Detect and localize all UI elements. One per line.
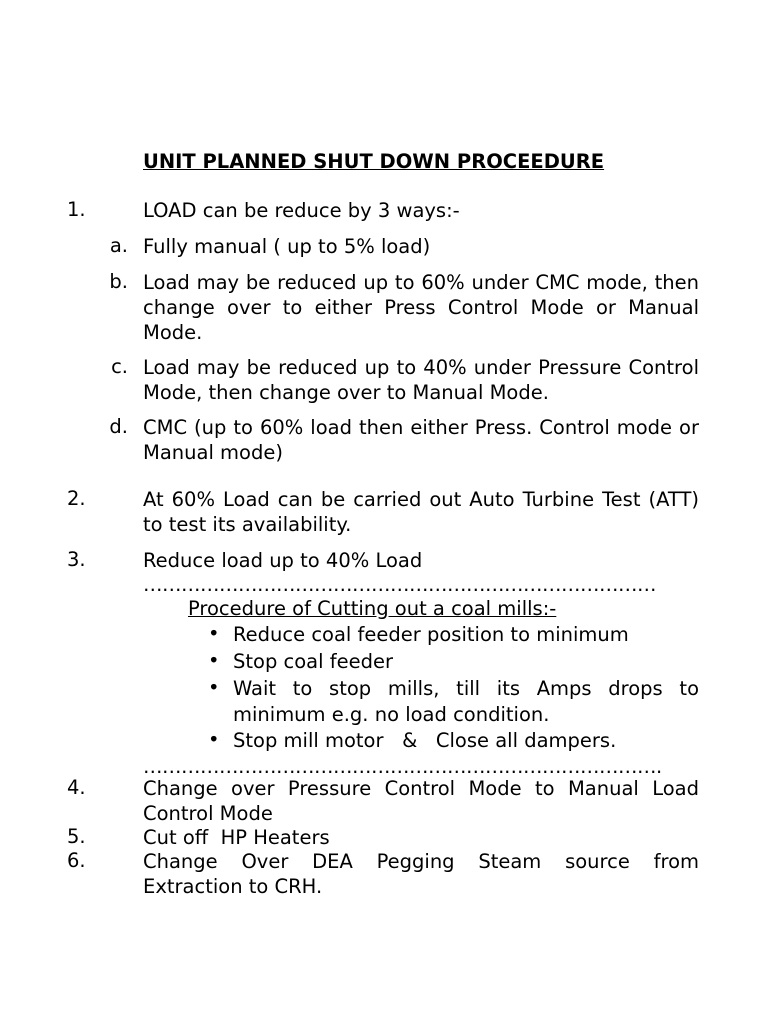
item-5-number: 5. bbox=[67, 825, 86, 848]
item-1-number: 1. bbox=[67, 198, 86, 221]
separator-top: ……………………………………………………………………… bbox=[143, 573, 656, 596]
item-1d-text: CMC (up to 60% load then either Press. Control mode or Manual mode) bbox=[143, 416, 699, 464]
item-2-text: At 60% Load can be carried out Auto Turbine Test (ATT) to test its availability. bbox=[143, 488, 699, 536]
procedure-title: Procedure of Cutting out a coal mills:- bbox=[188, 597, 557, 620]
page-title: UNIT PLANNED SHUT DOWN PROCEEDURE bbox=[143, 150, 605, 173]
item-3-text: Reduce load up to 40% Load bbox=[143, 549, 423, 572]
item-3-number: 3. bbox=[67, 548, 86, 571]
bullet-marker: • bbox=[208, 649, 220, 672]
item-1d-letter: d. bbox=[109, 415, 128, 438]
item-1a-text: Fully manual ( up to 5% load) bbox=[143, 235, 431, 258]
procedure-step-4: Stop mill motor & Close all dampers. bbox=[233, 729, 617, 752]
item-1b-letter: b. bbox=[109, 270, 128, 293]
item-1b-text: Load may be reduced up to 60% under CMC mode, then change over to either Press Control Mode or Manual Mode. bbox=[143, 271, 699, 344]
procedure-step-1: Reduce coal feeder position to minimum bbox=[233, 623, 629, 646]
item-2-number: 2. bbox=[67, 487, 86, 510]
procedure-step-3: Wait to stop mills, till its Amps drops to minimum e.g. no load condition. bbox=[233, 677, 699, 726]
item-4-number: 4. bbox=[67, 776, 86, 799]
item-1c-letter: c. bbox=[111, 355, 128, 378]
item-4-text: Change over Pressure Control Mode to Manual Load Control Mode bbox=[143, 777, 699, 825]
item-1-text: LOAD can be reduce by 3 ways:- bbox=[143, 199, 460, 222]
bullet-marker: • bbox=[208, 622, 220, 645]
item-1c-text: Load may be reduced up to 40% under Pressure Control Mode, then change over to Manual Mode. bbox=[143, 356, 699, 404]
item-6-text: Change Over DEA Pegging Steam source from Extraction to CRH. bbox=[143, 850, 699, 898]
bullet-marker: • bbox=[208, 728, 220, 751]
bullet-marker: • bbox=[208, 676, 220, 699]
item-6-number: 6. bbox=[67, 849, 86, 872]
item-1a-letter: a. bbox=[109, 234, 128, 257]
separator-bottom: ………………………………………………………………………. bbox=[143, 755, 662, 778]
procedure-step-2: Stop coal feeder bbox=[233, 650, 393, 673]
item-5-text: Cut off HP Heaters bbox=[143, 826, 330, 849]
